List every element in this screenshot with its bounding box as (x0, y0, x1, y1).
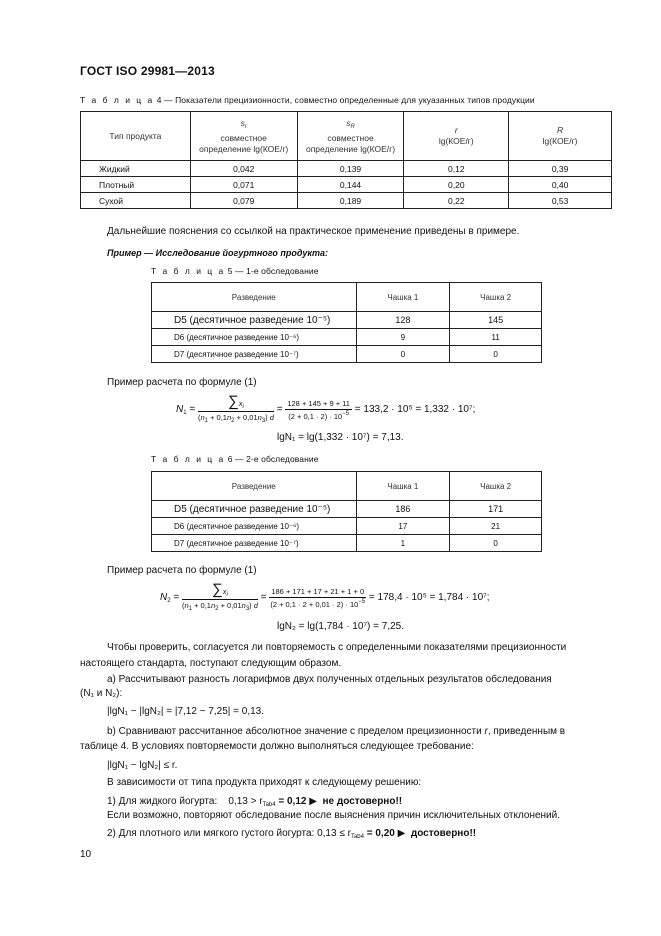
table6-cell: 21 (450, 518, 542, 535)
table4-cell: 0,079 (190, 193, 297, 209)
table6-caption-label: Т а б л и ц а (151, 454, 226, 464)
table5-header-cell: Чашка 1 (356, 283, 450, 312)
table4-header-r: r lg(КОЕ/г) (404, 112, 509, 161)
table5-caption-label: Т а б л и ц а (151, 266, 226, 276)
table5-cell: 0 (356, 346, 450, 363)
table6-cell: 17 (356, 518, 450, 535)
table5-cell: D5 (десятичное разведение 10⁻⁵) (152, 312, 357, 329)
paragraph-b-1: b) Сравнивают рассчитанное абсолютное значение с пределом прецизионности r, приведенным в (107, 726, 566, 737)
table4-header-R: R lg(КОЕ/г) (509, 112, 612, 161)
table4-cell: 0,071 (190, 177, 297, 193)
document-header: ГОСТ ISO 29981—2013 (80, 64, 215, 78)
paragraph-a-1: а) Рассчитывают разность логарифмов двух полученных отдельных результатов обследования (107, 674, 552, 685)
table5-header-cell: Разведение (152, 283, 357, 312)
table5-caption (151, 266, 319, 276)
formula-2-result: = 178,4 · 10⁵ = 1,784 · 10⁷; (368, 592, 490, 604)
table4-cell: Плотный (81, 177, 191, 193)
table4-cell: 0,20 (404, 177, 509, 193)
table6-header-cell: Разведение (152, 472, 357, 501)
table4-cell: 0,22 (404, 193, 509, 209)
table5-header-row (152, 283, 542, 312)
paragraph-check-2: настоящего стандарта, поступают следующим образом. (80, 658, 342, 669)
table6-cell: D7 (десятичное разведение 10⁻⁷) (152, 535, 357, 552)
formula-2-lg: lgN₂ = lg(1,784 · 10⁷) = 7,25. (277, 621, 405, 632)
paragraph-b-2: таблице 4. В условиях повторяемости должно выполняться следующее требование: (80, 741, 474, 752)
formula-1-general-fraction: $\frac{\sum x_i}{(n_1 + 0,1n_2 + 0,01n_3) d}$ (197, 393, 274, 424)
table-row (152, 518, 542, 535)
table6-second-survey (151, 471, 542, 552)
calc-example-1: Пример расчета по формуле (1) (107, 377, 257, 388)
table4-header-sr: $s_r$ совместное определение lg(КОЕ/г) (190, 112, 297, 161)
table-row (81, 193, 612, 209)
table-row (81, 161, 612, 177)
paragraph-a-2: (N₁ и N₂): (80, 688, 123, 699)
decision-2: 2) Для плотного или мягкого густого йогурта: $0,13 \le r_{Tab4} = 0,20$ ▶ достоверно!! (107, 828, 477, 840)
paragraph-check-1: Чтобы проверить, согласуется ли повторяемость с определенными показателями прецизионности (107, 642, 567, 653)
decision-1: 1) Для жидкого йогурта: $0,13 > r_{Tab4} = 0,12$ ▶ не достоверно!! (107, 796, 403, 808)
table4-cell: 0,144 (297, 177, 404, 193)
table4-cell: 0,40 (509, 177, 612, 193)
table4-cell: Сухой (81, 193, 191, 209)
table-row (81, 177, 612, 193)
table5-cell: 145 (450, 312, 542, 329)
calc-example-2: Пример расчета по формуле (1) (107, 565, 257, 576)
table-row (152, 535, 542, 552)
table6-header-cell: Чашка 2 (450, 472, 542, 501)
table5-cell: D7 (десятичное разведение 10⁻⁷) (152, 346, 357, 363)
table4-cell: Жидкий (81, 161, 191, 177)
table4-cell: 0,53 (509, 193, 612, 209)
table6-cell: 0 (450, 535, 542, 552)
table4-cell: 0,189 (297, 193, 404, 209)
table6-caption-text: 6 — 2-е обследование (227, 454, 319, 464)
table4-header-sR: $s_R$ совместное определение lg(КОЕ/г) (297, 112, 404, 161)
table6-cell: 186 (356, 501, 450, 518)
table5-cell: 128 (356, 312, 450, 329)
formula-diff: |lgN₁ − |lgN₂| = |7,12 − 7,25| = 0,13. (107, 706, 265, 717)
table4-cell: 0,39 (509, 161, 612, 177)
table4-caption-label: Т а б л и ц а (80, 95, 155, 105)
page-number: 10 (80, 849, 92, 860)
formula-2-fraction: $\frac{186 + 171 + 17 + 21 + 1 + 0}{(2 + 0,1 \cdot 2 + 0,01 \cdot 2) \cdot 10^{-5}}$ (270, 586, 366, 609)
formula-1: $N_1$ = $\frac{\sum x_i}{(n_1 + 0,1n_2 + 0,01n_3) d}$ = $\frac{128 + 145 + 9 + 11}{(2 + 0,1 \cdot 2) \cdot 10^{-5}}$ = 133,2 · 10⁵ = 1,332 · 10⁷; (176, 393, 476, 424)
table6-cell: 1 (356, 535, 450, 552)
table6-cell: 171 (450, 501, 542, 518)
formula-1-fraction: $\frac{128 + 145 + 9 + 11}{(2 + 0,1 \cdot 2) \cdot 10^{-5}}$ (287, 398, 350, 421)
paragraph-decision: В зависимости от типа продукта приходят к следующему решению: (107, 777, 422, 788)
table6-caption (151, 454, 319, 464)
table4-caption-text: 4 — Показатели прецизионности, совместно определенные для укуазанных типов продукции (156, 95, 535, 105)
table6-cell: D6 (десятичное разведение 10⁻⁶) (152, 518, 357, 535)
table6-header-row (152, 472, 542, 501)
table4-cell: 0,12 (404, 161, 509, 177)
table4-header-product: Тип продукта (81, 112, 191, 161)
table6-cell: D5 (десятичное разведение 10⁻⁵) (152, 501, 357, 518)
table6-header-cell: Чашка 1 (356, 472, 450, 501)
formula-requirement: |lgN₁ − lgN₂| ≤ r. (107, 760, 178, 771)
table5-cell: 0 (450, 346, 542, 363)
table-row (152, 501, 542, 518)
table5-cell: 11 (450, 329, 542, 346)
decision-1-note: Если возможно, повторяют обследование после выяснения причин исключительных отклонений. (107, 810, 561, 821)
formula-2: $N_2$ = $\frac{\sum x_i}{(n_1 + 0,1n_2 + 0,01n_3) d}$ = $\frac{186 + 171 + 17 + 21 + 1 + 0}{(2 + 0,1 \cdot 2 + 0,01 \cdot 2) \cdot 10^{-5}}$ = 178,4 · 10⁵ = 1,784 · 10⁷; (160, 581, 490, 612)
table5-cell: D6 (десятичное разведение 10⁻⁶) (152, 329, 357, 346)
paragraph-further: Дальнейшие пояснения со ссылкой на практическое применение приведены в примере. (107, 226, 520, 237)
example-heading: Пример — Исследование йогуртного продукта: (107, 248, 328, 258)
table-row (152, 312, 542, 329)
table-row (152, 346, 542, 363)
formula-2-general-fraction: $\frac{\sum x_i}{(n_1 + 0,1n_2 + 0,01n_3) d}$ (181, 581, 258, 612)
table4-cell: 0,042 (190, 161, 297, 177)
table4-header-row (81, 112, 612, 161)
table-row (152, 329, 542, 346)
table4-cell: 0,139 (297, 161, 404, 177)
table5-cell: 9 (356, 329, 450, 346)
table5-header-cell: Чашка 2 (450, 283, 542, 312)
formula-1-lg: lgN₁ = lg(1,332 · 10⁷) = 7,13. (277, 432, 404, 443)
formula-1-result: = 133,2 · 10⁵ = 1,332 · 10⁷; (354, 404, 476, 416)
table4-precision (80, 111, 612, 209)
table5-caption-text: 5 — 1-е обследование (227, 266, 319, 276)
table4-caption (80, 95, 535, 105)
table5-first-survey (151, 282, 542, 363)
